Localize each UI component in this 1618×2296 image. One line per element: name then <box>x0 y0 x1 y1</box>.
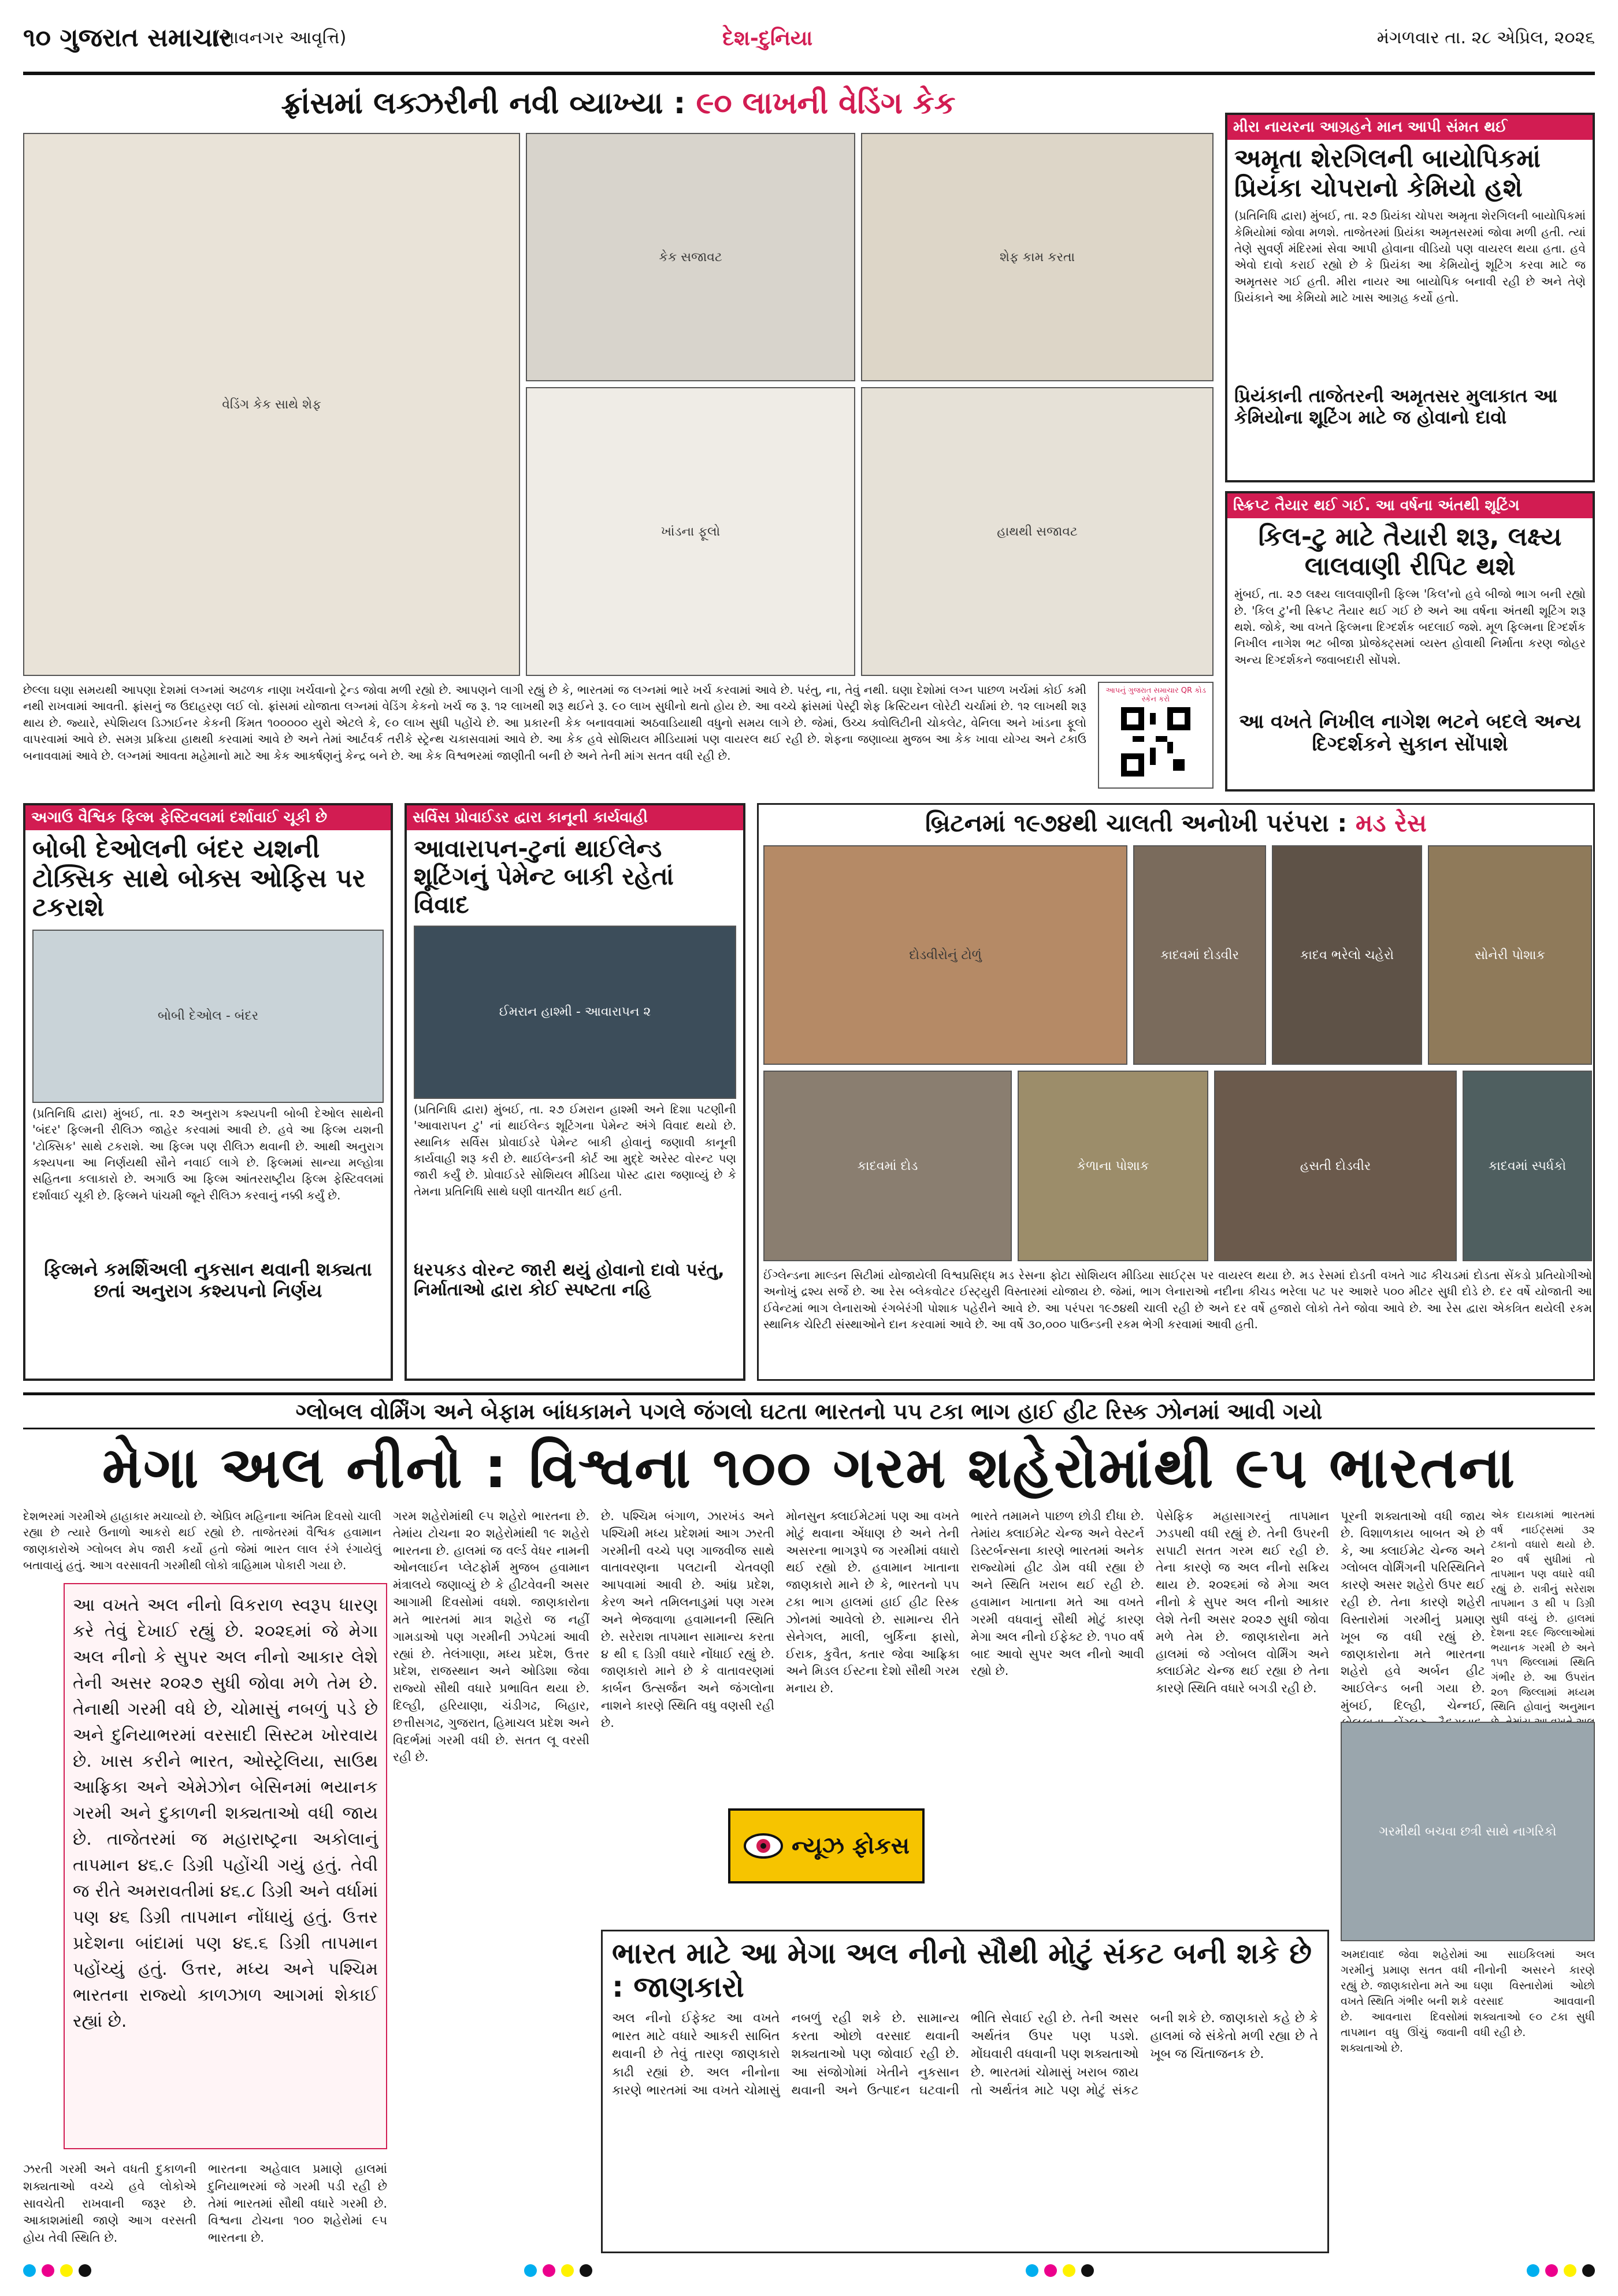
mud-photo-caption: કાદવ ભરેલો ચહેરો <box>1300 948 1394 963</box>
edition: (ભાવનગર આવૃત્તિ) <box>214 28 347 48</box>
bobby-headline: બોબી દેઓલની બંદર યશની ટોક્સિક સાથે બોક્સ ઓફિસ પર ટકરાશે <box>32 834 366 923</box>
elnino-col-h: એક દાયકામાં ભારતમાં વર્ષ નાઈટ્સમાં ૩૨ ટકાનો વધારો થયો છે. ૨૦ વર્ષ સુધીમાં તો તાપમાન પણ વધારે વધી રહ્યું છે. રાત્રીનું સરેરાશ તાપમાન ૩ થી ૫ ડિગ્રી સુધી વધ્યું છે. હાલમાં દેશના ૨૬૯ જિલ્લાઓમાં ભયાનક ગરમી છે અને ૧૫૧ જિલ્લામાં સ્થિતિ ગંભીર છે. આ ઉપરાંત ૨૦૧ જિલ્લામાં મધ્યમ સ્થિતિ હોવાનું અનુમાન <box>1491 1509 1595 1714</box>
meera-footer: પ્રિયંકાની તાજેતરની અમૃતસર મુલાકાત આ કેમિયોના શૂટિંગ માટે જ હોવાનો દાવો <box>1234 385 1558 428</box>
kill-body: મુંબઈ, તા. ૨૭ લક્ષ્ય લાલવાણીની ફિલ્મ 'કિલ'નો હવે બીજો ભાગ બની રહ્યો છે. 'કિલ ટુ'ની સ્ક્રિપ્ટ તૈયાર થઈ ગઈ છે અને આ વર્ષના અંતથી શૂટિંગ શરૂ થશે. જોકે, આ વખતે ફિલ્મના દિગ્દર્શક બદલાઈ જશે. મૂળ ફિલ્મના દિગ્દર્શક નિખીલ નાગેશ ભટ બીજા પ્રોજેક્ટ્સમાં વ્યસ્ત હોવાથી નિર્માતા કરણ જોહર અન્ય દિગ્દર્શકને જવાબદારી સોંપશે. <box>1234 587 1586 667</box>
elnino-photo-caption: ગરમીથી બચવા છત્રી સાથે નાગરિકો <box>1379 1824 1557 1839</box>
cyan-dot <box>524 2264 537 2277</box>
cake-photo-caption: હાથથી સજાવટ <box>997 524 1078 539</box>
black-dot <box>1582 2264 1595 2277</box>
meera-story <box>1225 113 1595 482</box>
elnino-sub-story <box>601 1930 1329 2253</box>
cake-photo <box>526 133 855 381</box>
cake-story <box>23 87 1214 792</box>
awarapan-kicker: સર્વિસ પ્રોવાઈડર દ્વારા કાનૂની કાર્યવાહી <box>407 805 743 830</box>
eye-icon <box>743 1831 784 1860</box>
yellow-dot <box>561 2264 574 2277</box>
cyan-dot <box>23 2264 36 2277</box>
kill-headline: કિલ-ટુ માટે તૈયારી શરૂ, લક્ષ્ય લાલવાણી રીપિટ થશે <box>1258 522 1562 581</box>
elnino-col-c: છે. પશ્ચિમ બંગાળ, ઝારખંડ અને પશ્ચિમી મધ્ય પ્રદેશમાં આગ ઝરતી ગરમીની વચ્ચે પણ ગાજવીજ સાથે વાતાવરણના પલટાની ચેતવણી આપવામાં આવી છે. આંધ્ર પ્રદેશ, કેરળ અને તમિલનાડુમાં પણ ગરમ અને ભેજવાળા હવામાનની સ્થિતિ છે. સરેરાશ તાપમાન સામાન્ય કરતા ૪ થી ૬ ડિગ્રી વધારે નોંધાઈ રહ્યું છે. જાણકારો માને છે કે વાતાવરણમાં કાર્બન ઉત્સર્જન અને જંગલોના નાશને કારણે સ્થિતિ વધુ વણસી રહી છે. <box>601 1509 774 1730</box>
cake-headline <box>23 87 1214 121</box>
awarapan-headline: આવારાપન-ટુનાં થાઈલેન્ડ શૂટિંગનું પેમેન્ટ બાકી રહેતાં વિવાદ <box>414 834 674 919</box>
kill-kicker: સ્ક્રિપ્ટ તૈયાર થઈ ગઈ. આ વર્ષના અંતથી શૂટિંગ <box>1227 493 1593 518</box>
bobby-footer: ફિલ્મને કમર્શિઅલી નુકસાન થવાની શક્યતા છતાં અનુરાગ કશ્યપનો નિર્ણય <box>44 1258 372 1302</box>
cake-photo-main <box>23 133 520 676</box>
kill-footer: આ વખતે નિખીલ નાગેશ ભટને બદલે અન્ય દિગ્દર્શકને સુકાન સોંપાશે <box>1238 710 1582 756</box>
magenta-dot <box>42 2264 54 2277</box>
news-focus-text: ન્યૂઝ ફોકસ <box>791 1833 910 1859</box>
news-focus-logo <box>728 1808 925 1883</box>
mud-photo-caption: સોનેરી પોશાક <box>1474 948 1546 963</box>
masthead-paper <box>23 23 232 53</box>
color-dots <box>23 2262 91 2279</box>
elnino-col-b: ગરમ શહેરોમાંથી ૯૫ શહેરો ભારતના છે. તેમાંય ટોચના ૨૦ શહેરોમાંથી ૧૯ શહેરો ભારતના છે. હાલમાં જ વર્લ્ડ વેધર નામની ઓનલાઈન પ્લેટફોર્મ મુજબ હવામાન મંત્રાલયે જણાવ્યું છે કે હીટવેવની અસર આગામી દિવસોમાં વધશે. જાણકારોના મતે ભારતમાં માત્ર શહેરો જ નહીં ગામડાઓ પણ ગરમીની ઝપેટમાં આવી રહ્યાં છે. તેલંગાણા, મધ્ય પ્રદેશ, ઉત્તર પ્રદેશ, રાજસ્થાન અને ઓડિશા જેવા રાજ્યો સૌથી વધારે પ્રભાવિત થયા છે. દિલ્હી, હરિયાણા, ચંડીગઢ, બિહાર, છત્તીસગઢ, ગુજરાત, હિમાચલ પ્રદેશ અને વિદર્ભમાં ગરમી વધી છે. સતત લૂ વરસી રહી છે. <box>393 1509 589 1764</box>
magenta-dot <box>1044 2264 1057 2277</box>
mud-photo <box>1428 845 1592 1065</box>
masthead <box>23 17 1595 75</box>
cake-photo-caption: વેડિંગ કેક સાથે શેફ <box>222 397 321 412</box>
kill-story <box>1225 491 1595 792</box>
qr-icon <box>1121 707 1190 777</box>
mud-story <box>757 803 1595 1381</box>
mud-photo <box>1018 1071 1208 1261</box>
cake-headline-a: ફ્રાંસમાં લક્ઝરીની નવી વ્યાખ્યા : <box>281 86 686 121</box>
bobby-kicker: અગાઉ વૈશ્વિક ફિલ્મ ફેસ્ટિવલમાં દર્શાવાઈ ચૂકી છે <box>25 805 391 830</box>
mud-headline-a: બ્રિટનમાં ૧૯૭૪થી ચાલતી અનોખી પરંપરા : <box>925 809 1348 837</box>
elnino-sub-body: અલ નીનો ઈફેક્ટ આ વખતે ભારત માટે વધારે આકરી સાબિત થવાની છે તેવું તારણ જાણકારો કાઢી રહ્યાં છે. અલ નીનોના કારણે ભારતમાં આ વખતે ચોમાસું નબળું રહી શકે છે. સામાન્ય કરતા ઓછો વરસાદ થવાની શક્યતાઓ પણ જોવાઈ રહી છે. આ સંજોગોમાં ખેતીને નુકસાન થવાની અને ઉત્પાદન ઘટવાની ભીતિ સેવાઈ રહી છે. તેની અસર અર્થતંત્ર ઉપર પણ પડશે. મોંઘવારી વધવાની પણ શક્યતાઓ છે. ભારતમાં ચોમાસું ખરાબ જાય તો અર્થતંત્ર માટે પણ મોટું સંકટ બની શકે છે. જાણકારો કહે છે કે હાલમાં જે સંકેતો મળી રહ્યા છે તે ખૂબ જ ચિંતાજનક છે. <box>612 2011 1318 2098</box>
elnino-col-g: પૂરની શક્યતાઓ વધી જાય છે. વિશાળકાય બાબત એ છે કે, આ ક્લાઈમેટ ચેન્જ અને ગ્લોબલ વોર્મિંગની પરિસ્થિતિને કારણે અસર શહેરો ઉપર થઈ રહી છે. તેના કારણે શહેરી વિસ્તારોમાં ગરમીનું પ્રમાણ ખૂબ જ વધી રહ્યું છે. જાણકારોના મતે ભારતના શહેરો હવે અર્બન હીટ આઈલેન્ડ બની ગયા છે. મુંબઈ, દિલ્હી, ચેન્નઈ, <box>1341 1509 1485 1712</box>
cake-photo-caption: શેફ કામ કરતા <box>1000 250 1075 265</box>
elnino-photo <box>1341 1722 1595 1941</box>
issue-date: મંગળવાર તા. ૨૮ એપ્રિલ, ૨૦૨૬ <box>1376 28 1595 48</box>
mud-photo-caption: દોડવીરોનું ટોળું <box>909 948 982 963</box>
mud-photo <box>1272 845 1422 1065</box>
elnino-col-f: પેસેફિક મહાસાગરનું તાપમાન ઝડપથી વધી રહ્યું છે. તેની ઉપરની સપાટી સતત ગરમ થઈ રહી છે. તેના કારણે જ અલ નીનો સક્રિય થાય છે. ૨૦૨૬માં જે મેગા અલ નીનો કે સુપર અલ નીનો આકાર લેશે તેની અસર ૨૦૨૭ સુધી જોવા મળે તેમ છે. જાણકારોના મતે હાલમાં જે ગ્લોબલ વોર્મિંગ અને ક્લાઈમેટ ચેન્જ થઈ રહ્યા છે તેના કારણે સ્થિતિ વધારે બગડી રહી છે. <box>1156 1509 1329 1696</box>
magenta-dot <box>1545 2264 1558 2277</box>
yellow-dot <box>60 2264 73 2277</box>
awarapan-body: (પ્રતિનિધિ દ્વારા) મુંબઈ, તા. ૨૭ ઈમરાન હાશ્મી અને દિશા પટણીની 'આવારાપન ટુ' નાં થાઈલેન્ડ શૂટિંગના પેમેન્ટ અંગે વિવાદ થયો છે. સ્થાનિક સર્વિસ પ્રોવાઈડરે પેમેન્ટ બાકી હોવાનું જણાવી કાનૂની કાર્યવાહી શરૂ કરી છે. થાઈલેન્ડની કોર્ટ આ મુદ્દે અરેસ્ટ વોરન્ટ પણ જારી કર્યું છે. પ્રોવાઈડરે સોશિયલ મીડિયા પોસ્ટ દ્વારા જણાવ્યું છે કે તેમના પ્રતિનિધિ સાથે ઘણી વાતચીત થઈ હતી. <box>414 1102 736 1198</box>
cake-photo <box>861 133 1214 381</box>
black-dot <box>580 2264 592 2277</box>
registration-stripe <box>23 2262 1595 2279</box>
elnino-tail-d: આ સાઇકિલમાં અલ નીનોની અસરને કારણે ઘણા વિસ્તારોમાં ઓછો વરસાદ આવવાની શક્યતાઓ ૯૦ ટકા સુધી વધી રહી છે. <box>1474 1948 1595 2039</box>
page-number: ૧૦ <box>23 23 51 53</box>
magenta-dot <box>543 2264 555 2277</box>
black-dot <box>79 2264 91 2277</box>
cyan-dot <box>1026 2264 1038 2277</box>
awarapan-story <box>404 803 745 1381</box>
elnino-col-d: મોનસુન ક્લાઈમેટમાં પણ આ વખતે મોટું થવાના એંધાણ છે અને તેની અસરના ભાગરૂપે જ ગરમીમાં વધારો થઈ રહ્યો છે. હવામાન ખાતાના જાણકારો માને છે કે, ભારતનો ૫૫ ટકા ભાગ હાલમાં હાઈ હીટ રિસ્ક ઝોનમાં આવેલો છે. સામાન્ય રીતે સેનેગલ, માલી, બુર્કિના ફાસો, ઈરાક, કુવૈત, કતાર જેવા આફ્રિકા અને મિડલ ઈસ્ટના દેશો સૌથી ગરમ મનાય છે. <box>786 1509 959 1696</box>
mud-photo-caption: કાદવમાં દોડવીર <box>1160 948 1240 963</box>
cake-body: છેલ્લા ઘણા સમયથી આપણા દેશમાં લગ્નમાં અઢળક નાણા ખર્ચવાનો ટ્રેન્ડ જોવા મળી રહ્યો છે. આપણને લાગી રહ્યું છે કે, ભારતમાં જ લગ્નમાં ભારે ખર્ચ કરવામાં આવે છે. પરંતુ, ના, તેવું નથી. ઘણા દેશોમાં લગ્ન પાછળ ખર્ચમાં કોઈ કમી નથી રાખવામાં આવતી. ફ્રાંસનું જ ઉદાહરણ લઈ લો. ફ્રાંસમાં યોજાતા લગ્નમાં વેડિંગ કેકનો ખર્ચ જ રૂ. ૧૨ લાખથી શરૂ થઈને રૂ. ૯૦ લાખ સુધીનો થતો હોય છે. આ વચ્ચે ફ્રાંસમાં પેસ્ટ્રી શેફ ક્રિસ્ટિયન લોરેટી ચર્ચામાં છે. ૧૨ લાખથી શરૂ થાય છે. જ્યારે, સ્પેશિયલ ડિઝાઈનર કેકની કિંમત ૧૦૦૦૦૦ યુરો એટલે કે, ૯૦ લાખ સુધી પહોંચે છે. આ પ્રકારની કેક બનાવવામાં અઠવાડિયાથી વધુનો સમય લાગે છે. જેમાં, ઉચ્ચ ક્વોલિટીની ચોકલેટ, વેનિલા અને ખાંડના ફૂલો વાપરવામાં આવે છે. સમગ્ર પ્રક્રિયા હાથથી કરવામાં આવે છે અને તેમાં આર્ટવર્ક તરીકે સ્ટ્રેન્થ ચકાસવામાં આવે છે. આ કેક હવે સોશિયલ મીડિયામાં પણ વાયરલ થઈ રહી છે. શેફના જણાવ્યા મુજબ આ કેક ખાવા યોગ્ય અને ટકાઉ બનાવવામાં આવે છે. લગ્નમાં આવતા મહેમાનો માટે આ કેક આકર્ષણનું કેન્દ્ર બને છે. આ કેક વિશ્વભરમાં જાણીતી બની છે અને તેની માંગ સતત વધી રહી છે. <box>23 683 1086 763</box>
yellow-dot <box>1063 2264 1075 2277</box>
mud-photo-caption: હસતી દોડવીર <box>1300 1158 1371 1173</box>
mud-photo <box>1133 845 1266 1065</box>
black-dot <box>1081 2264 1094 2277</box>
mud-body: ઈંગ્લેન્ડના માલ્ડન સિટીમાં યોજાયેલી વિશ્વપ્રસિદ્ધ મડ રેસના ફોટા સોશિયલ મીડિયા સાઈટ્સ પર વાયરલ થયા છે. મડ રેસમાં દોડતી વખતે ગાઢ કીચડમાં દોડતા સેંકડો પ્રતિયોગીઓ અનોખું દ્રશ્ય સર્જે છે. આ રેસ બ્લેકવોટર ઈસ્ટ્યુરી વિસ્તારમાં યોજાય છે. જેમાં, ભાગ લેનારાઓ નદીના કીચડ ભરેલા પટ પર આશરે ૫૦૦ મીટર સુધી દોડે છે. દર વર્ષે યોજાતી આ ઈવેન્ટમાં ભાગ લેનારાઓ રંગબેરંગી પોશાક પહેરીને આવે છે. આ પરંપરા ૧૯૭૪થી ચાલી રહી છે અને દર વર્ષે હજારો લોકો તેને જોવા આવે છે. આ રેસ દ્વારા એકત્રિત થયેલી રકમ સ્થાનિક ચેરિટી સંસ્થાઓને દાન કરવામાં આવે છે. આ વર્ષે ૩૦,૦૦૦ પાઉન્ડની રકમ ભેગી કરવામાં આવી હતી. <box>763 1268 1592 1332</box>
elnino-lead: આ વખતે અલ નીનો વિકરાળ સ્વરૂપ ધારણ કરે તેવું દેખાઈ રહ્યું છે. ૨૦૨૬માં જે મેગા અલ નીનો કે સુપર અલ નીનો આકાર લેશે તેની અસર ૨૦૨૭ સુધી જોવા મળે તેમ છે. તેનાથી ગરમી વધે છે, ચોમાસું નબળું પડે છે અને દુનિયાભરમાં વરસાદી સિસ્ટમ ખોરવાય છે. ખાસ કરીને ભારત, ઓસ્ટ્રેલિયા, સાઉથ આફ્રિકા અને એમેઝોન બેસિનમાં ભયાનક ગરમી અને દુકાળની શક્યતાઓ વધી જાય છે. તાજેતરમાં જ મહારાષ્ટ્રના અકોલાનું તાપમાન ૪૬.૯ ડિગ્રી પહોંચી ગયું હતું. તેવી જ રીતે અમરાવતીમાં ૪૬.૮ ડિગ્રી અને વર્ધામાં પણ ૪૬ ડિગ્રી તાપમાન નોંધાયું હતું. ઉત્તર પ્રદેશના બાંદામાં પણ ૪૬.૬ ડિગ્રી તાપમાન પહોંચ્યું હતું. ઉત્તર, મધ્ય અને પશ્ચિમ ભારતના રાજ્યો કાળઝાળ આગમાં શેકાઈ રહ્યાં છે. <box>73 1595 378 2031</box>
color-dots <box>1026 2262 1094 2279</box>
color-dots <box>524 2262 592 2279</box>
cake-photo-caption: ખાંડના ફૂલો <box>660 524 721 539</box>
cake-headline-b: ૯૦ લાખની વેડિંગ કેક <box>696 86 956 121</box>
cyan-dot <box>1527 2264 1539 2277</box>
mud-photo <box>1463 1071 1592 1261</box>
awarapan-photo-caption: ઈમરાન હાશ્મી - આવારાપન ૨ <box>499 1005 651 1020</box>
mud-photo <box>763 1071 1012 1261</box>
cake-photo <box>861 387 1214 676</box>
mud-photo-caption: કેળાના પોશાક <box>1077 1158 1149 1173</box>
meera-body: (પ્રતિનિધિ દ્વારા) મુંબઈ, તા. ૨૭ પ્રિયંકા ચોપરા અમૃતા શેરગિલની બાયોપિકમાં કેમિયોમાં જોવા મળશે. તાજેતરમાં પ્રિયંકા અમૃતસરમાં જોવા મળી હતી. ત્યાં તેણે સુવર્ણ મંદિરમાં સેવા આપી હોવાના વીડિયો પણ વાયરલ થયા હતા. હવે એવો દાવો કરાઈ રહ્યો છે કે પ્રિયંકા આ કેમિયોનું શૂટિંગ કરવા માટે જ અમૃતસર ગઈ હતી. મીરા નાયર આ બાયોપિક બનાવી રહી છે અને તેણે પ્રિયંકાને આ કેમિયો માટે ખાસ આગ્રહ કર્યો હતો. <box>1234 209 1586 305</box>
bobby-photo <box>32 930 384 1103</box>
elnino-col-a: દેશભરમાં ગરમીએ હાહાકાર મચાવ્યો છે. એપ્રિલ મહિનાના અંતિમ દિવસો ચાલી રહ્યા છે ત્યારે ઉનાળો આકરો થઈ રહ્યો છે. તાજેતરમાં વૈશ્વિક હવામાન જાણકારોએ ગ્લોબલ મેપ જારી કર્યો હતો જેમાં ભારત લાલ રંગે રંગાયેલું બતાવાયું હતું. આગ વરસાવતી ગરમીથી લોકો ત્રાહિમામ પોકારી ગયા છે. <box>23 1509 382 1573</box>
bobby-photo-caption: બોબી દેઓલ - બંદર <box>157 1009 259 1024</box>
bobby-story <box>23 803 393 1381</box>
elnino-tail-a: ઝરતી ગરમી અને વધતી દુકાળની શક્યતાઓ વચ્ચે હવે લોકોએ સાવચેતી રાખવાની જરૂર છે. આકાશમાંથી જાણે આગ વરસતી હોય તેવી સ્થિતિ છે. <box>23 2162 196 2245</box>
elnino-tail-b: ભારતના અહેવાલ પ્રમાણે હાલમાં દુનિયાભરમાં જે ગરમી પડી રહી છે તેમાં ભારતમાં સૌથી વધારે ગરમી છે. વિશ્વના ટોચના ૧૦૦ શહેરોમાં ૯૫ ભારતના છે. <box>208 2162 387 2245</box>
yellow-dot <box>1564 2264 1576 2277</box>
elnino-kicker <box>23 1392 1595 1429</box>
mud-headline <box>759 805 1593 842</box>
elnino-lead-box <box>64 1583 387 2149</box>
section-title: દેશ-દુનિયા <box>722 27 813 50</box>
meera-headline: અમૃતા શેરગિલની બાયોપિકમાં પ્રિયંકા ચોપરાનો કેમિયો હશે <box>1234 144 1541 203</box>
bobby-body: (પ્રતિનિધિ દ્વારા) મુંબઈ, તા. ૨૭ અનુરાગ કશ્યપની બોબી દેઓલ સાથેની 'બંદર' ફિલ્મની રીલિઝ જાહેર કરવામાં આવી છે. હવે આ ફિલ્મ યશની 'ટોક્સિક' સાથે ટકરાશે. આ ફિલ્મ પણ રીલિઝ થવાની છે. આથી અનુરાગ કશ્યપના આ નિર્ણયથી સૌને નવાઈ લાગે છે. ફિલ્મમાં સાન્યા મલ્હોત્રા સહિતના કલાકારો છે. અગાઉ આ ફિલ્મ આંતરરાષ્ટ્રીય ફિલ્મ ફેસ્ટિવલમાં દર્શાવાઈ ચૂકી છે. ફિલ્મને પાંચમી જૂને રીલિઝ કરવાનું નક્કી કર્યું છે. <box>32 1106 384 1202</box>
elnino-headline: મેગા અલ નીનો : વિશ્વના ૧૦૦ ગરમ શહેરોમાંથી ૯૫ ભારતના <box>102 1435 1516 1501</box>
awarapan-photo <box>414 926 736 1099</box>
cake-photo <box>526 387 855 676</box>
elnino-col-e: ભારતે તમામને પાછળ છોડી દીધા છે. તેમાંય ક્લાઈમેટ ચેન્જ અને વેસ્ટર્ન ડિસ્ટર્બન્સના કારણે ભારતમાં અનેક રાજ્યોમાં હીટ ડોમ વધી રહ્યા છે અને સ્થિતિ ખરાબ થઈ રહી છે. હવામાન ખાતાના મતે આ વખતે ગરમી વધવાનું સૌથી મોટું કારણ મેગા અલ નીનો ઈફેક્ટ છે. ૧૫૦ વર્ષ બાદ આવો સુપર અલ નીનો આવી રહ્યો છે. <box>971 1509 1144 1678</box>
meera-kicker: મીરા નાયરના આગ્રહને માન આપી સંમત થઈ <box>1227 115 1593 140</box>
elnino-tail-c: અમદાવાદ જેવા શહેરોમાં ગરમીનું પ્રમાણ સતત વધી રહ્યું છે. જાણકારોના મતે આ વખતે સ્થિતિ ગંભીર બની શકે છે. આવનારા દિવસોમાં તાપમાન વધુ ઊંચું જવાની શક્યતાઓ છે. <box>1341 1948 1468 2054</box>
mud-headline-b: મડ રેસ <box>1355 809 1427 837</box>
qr-caption: આપનું ગુજરાત સમાચાર QR કોડ સ્કેન કરો <box>1105 686 1206 704</box>
elnino-sub-headline: ભારત માટે આ મેગા અલ નીનો સૌથી મોટું સંકટ બની શકે છે : જાણકારો <box>612 1937 1312 2004</box>
cake-photo-caption: કેક સજાવટ <box>659 250 722 265</box>
mud-photo <box>1214 1071 1457 1261</box>
mud-photo <box>763 845 1127 1065</box>
mud-photo-caption: કાદવમાં સ્પર્ધકો <box>1488 1158 1567 1173</box>
mud-photo-caption: કાદવમાં દોડ <box>857 1158 918 1173</box>
color-dots <box>1527 2262 1595 2279</box>
paper-name: ગુજરાત સમાચાર <box>60 23 232 53</box>
qr-code[interactable] <box>1098 682 1214 789</box>
elnino-kicker-text: ગ્લોબલ વોર્મિંગ અને બેફામ બાંધકામને પગલે જંગલો ઘટતા ભારતનો ૫૫ ટકા ભાગ હાઈ હીટ રિસ્ક ઝોનમાં આવી ગયો <box>295 1399 1323 1424</box>
awarapan-footer: ધરપકડ વોરન્ટ જારી થયું હોવાનો દાવો પરંતુ, નિર્માતાઓ દ્વારા કોઈ સ્પષ્ટતા નહિ <box>414 1260 725 1301</box>
